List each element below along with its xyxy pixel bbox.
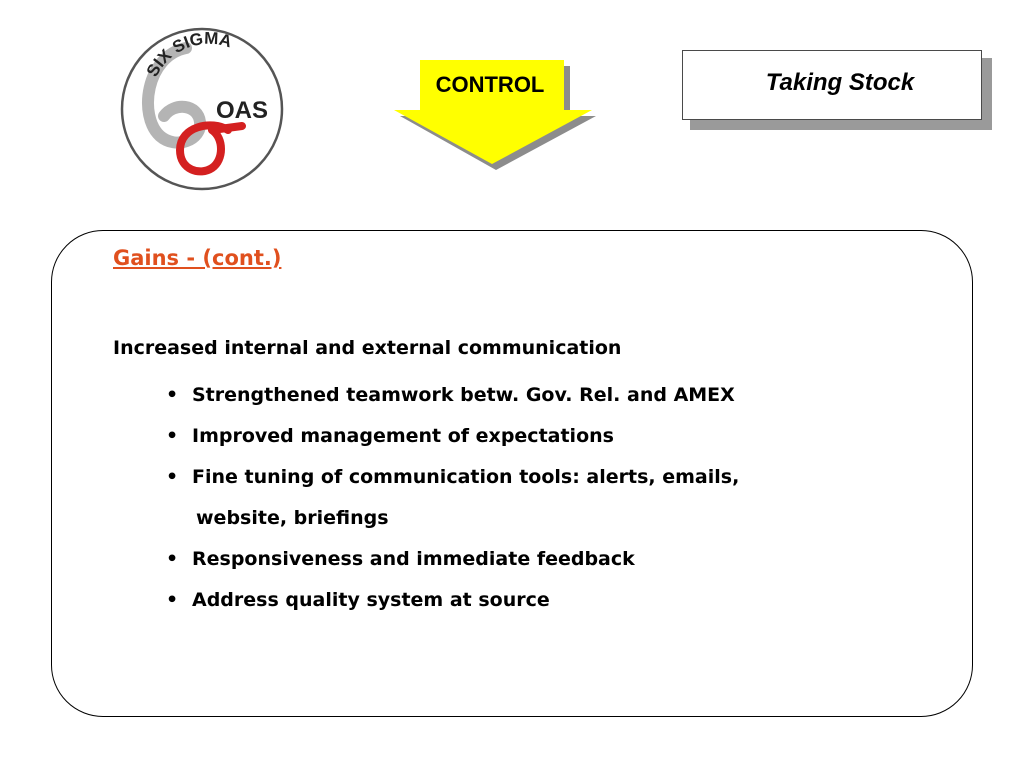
bullet-text: Fine tuning of communication tools: alerts, emails, <box>192 466 740 488</box>
list-item <box>166 580 739 621</box>
section-heading: Gains - (cont.) <box>113 246 282 270</box>
bullet-icon: • <box>166 548 179 570</box>
bullet-icon: • <box>166 466 179 488</box>
bullet-icon: • <box>166 425 179 447</box>
list-item <box>166 539 739 580</box>
list-item <box>166 457 739 539</box>
logo-org-text: OAS <box>216 97 269 124</box>
header-title: Taking Stock <box>765 69 915 96</box>
bullet-text-continued: website, briefings <box>196 507 389 529</box>
header-box <box>682 50 982 120</box>
bullet-text: Improved management of expectations <box>192 425 614 447</box>
bullet-text: Strengthened teamwork betw. Gov. Rel. and AMEX <box>192 384 735 406</box>
logo-arc-text: SIX SIGMA <box>142 28 234 80</box>
bullet-text: Address quality system at source <box>192 589 550 611</box>
six-sigma-oas-logo <box>116 26 288 192</box>
bullet-icon: • <box>166 589 179 611</box>
bullet-text: Responsiveness and immediate feedback <box>192 548 635 570</box>
bullet-icon: • <box>166 384 179 406</box>
list-item <box>166 375 739 416</box>
bullet-list <box>166 375 739 621</box>
main-point: Increased internal and external communication <box>113 337 622 359</box>
list-item <box>166 416 739 457</box>
control-label: CONTROL <box>435 72 545 97</box>
